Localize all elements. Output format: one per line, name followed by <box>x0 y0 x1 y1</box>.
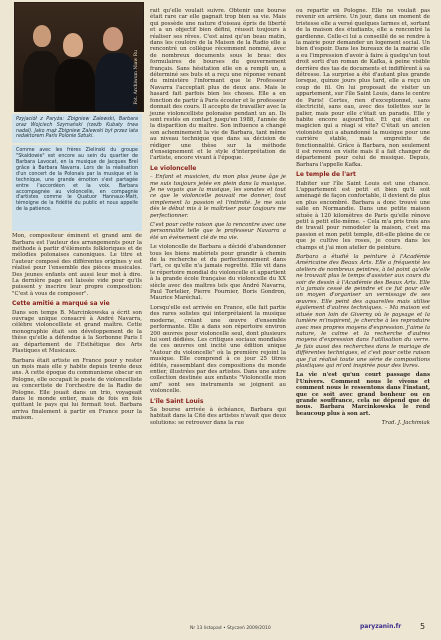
brand-logo: paryzanin.fr <box>360 623 402 630</box>
quote-paragraph: – Enfant et musicien, du mon plus jeune âge je me suis toujours jetée en plein dans la musique. Je ne voyais que la musique, les sonates et tout ce que le violoncelle pouvait me donner, tout simplement la passion et l'intimité. Je me suis dès le début mis à le maîtriser pour toujours me perfectionner. <box>150 174 286 219</box>
section-heading: L'île Saint Louis <box>150 397 204 405</box>
translator-credit: Trad. J. Jachimiak <box>381 420 430 427</box>
paragraph: Barbara était artiste en France pour y rester un mois mais elle y habite depuis trente deux ans. À cette époque du communisme obscur en Pologne, elle occupait le poste de violoncelliste au concertiste de l'orchestre de la Radio de Pologne. Elle jouait dans un trio, voyageait dans le monde entier, mais de fois en fois quittant le pays qui lui fermait tout. Barbara arriva finalement à partir en France pour la maison. <box>12 357 142 422</box>
quote-paragraph: C'est pour cette raison que la rencontre avec une personnalité telle que le professeur Navarra a été un événement clé de ma vie. <box>150 222 286 241</box>
paragraph: Dans son temps B. Marcinkowska a écrit son ouvrage unique consacré à André Navarra, célèbre violoncelliste et grand maître. Cette monographie était son développement de la thèse qu'elle a défendue à la Sorbonne Paris I au département de l'Esthétique des Arts Plastiques et Musicaux. <box>12 309 142 355</box>
person-right-body <box>95 53 137 111</box>
issue-footer: Nr 13 listopad • Styczeń 2009/2010 <box>190 626 271 631</box>
page-number: 5 <box>420 622 426 631</box>
section-heading: Le violoncelle <box>150 164 197 172</box>
quote-paragraph: Barbara a étudié la peinture à l'Académie Américaine des Beaux Arts. Elle a fréquenté les ateliers de nombreux peintres, à tel point qu'elle ne trouvait plus le temps d'assister aux cours du soir de dessin à l'Académie des Beaux Arts. Elle n'a jamais cessé de peindre et ce fut pour elle un moyen d'organiser un vernissage de ses œuvres. Elle peint des aquarelles mais utilise également d'autres techniques. – Ma maison est située non loin de Giverny où le paysage et la lumière m'inspirent, je cherche à les reproduire avec mes propres moyens d'expression. J'aime la nature, le calme et la recherche d'autres moyens d'expression dans l'utilisation du verre. Je fais aussi des recherches dans le mariage de différentes techniques, et c'est pour cette raison que j'ai réalisé toute une série de compositions plastiques qui m'ont inspirée pour des livres. <box>296 254 430 369</box>
person-center-body <box>55 59 95 111</box>
paragraph: rait qu'elle voulait suivre. Obtenir une bourse était rare car elle gagnait trop bien sa vie. Mais qui possède une nature d'oiseau épris de liberté et a un objectif bien défini, réussit toujours à réaliser ses rêves. C'est ainsi qu'un beau matin, dans les couloirs de la Maison de la Radio elle a rencontré un collègue récemment nommé, avec de nombreux documents sous le bras: des formulaires de bourses du gouvernement français. Sans hésitation elle en a rempli un, a déterminé ses buts et a reçu une réponse venant du ministère l'informant que le Professeur Navarra l'acceptait plus de deux ans. Mais le hasard fait parfois bien les choses. Elle a en fonction de partir à Paris écouter et le professeur donnait des cours. Il accepte de travailler avec la jeune violoncelliste polonaise pendant un an. Ils sont restés en contact jusqu'en 1988, l'année de la disparition du maître. Son influence a changé son acheminement la vie de Barbara, tant même au niveau technique que dans sa décision de rédiger une thèse sur la méthode d'enseignement et le style d'interprétation de l'artiste, encore vivant à l'époque. <box>150 8 286 162</box>
paragraph: Mon, compositeur éminent et grand ami de Barbara est l'auteur des arrangements pour la méthode à partir d'éléments folkloriques et de mélodies polonaises canoniques. Le titre et l'auteur composé des différentes origines y est réalisé pour l'ensemble des pièces musicales. Des jeunes enfants ont aussi leur mot à dire. La dernière page est laissée vide pour qu'ils puissent y inscrire leur propre composition: "C'est à vous de composer". <box>12 233 142 297</box>
paragraph: Sa bourse arrivée à échéance, Barbara qui habitait dans la Cité des artistes n'avait que deux solutions: se retrouver dans la rue <box>150 406 286 426</box>
photo-caption-french: Comme avec les frères Zielinski du groupe "Skaldowie" est encore au sein du quartier de Barbara Lavocat, en la musique de Jacques Brel grâce à Barbara Navarra. Lors de la réalisation d'un concert de la Polonais par la musique et la technique, une grande émotion s'est partagée entre l'accordéon et la voix. Barbara accompagnée au violoncelle, en compagnie d'artistes comme le Quatuor Hannaux-Matt, témoigne de la fidélité du public et nous appelle de la patience. <box>12 145 142 231</box>
paragraph: ou repartir en Pologne. Elle ne voulait pas revenir en arrière. Un jour, dans un moment de tristesse elle a versé quelques larmes et, sortant de la maison des étudiants, elle a rencontré la gardienne. Celle-ci lui a conseillé de se rendre à la mairie pour demander un logement social. Un bien d'espoir. Dans les bureaux de la mairie elle a eu l'impression d'avoir à faire à quelqu'un tout droit sorti d'un roman de Kafka, à peine visible derrière des tas de documents et indifférent à sa détresse. La surprise a été d'autant plus grande lorsque, quinze jours plus tard, elle a reçu un coup de fil. On lui proposait de visiter un appartement, sur l'île Saint Louis, dans le centre de Paris! Certes, rien d'exceptionnel, sans électricité, sans eau, avec des toilettes sur le palier, mais pour elle c'était un paradis. Elle y habite encore aujourd'hui. Et qui était ce magicien qui a réagi si vite? C'était un ancien violoniste qui a abandonné la musique pour une carrière stable, mais empreinte de fonctionnalité. Grâce à Barbara, non seulement il est revenu en visite mais il a fait changer de département pour celui de musique. Depuis, Barbara l'appelle Kafka. <box>296 8 430 168</box>
person-left-face <box>33 25 51 47</box>
section-heading: Cette amitié a marqué sa vie <box>12 300 110 308</box>
closing-paragraph: La vie n'est qu'un court passage dans l'Univers. Comment nous le vivons et comment nous le ressentons dans l'instant, que ce soit avec grand bonheur ou en grande souffrance, cela ne dépend que de nous. Barbara Marcinkowska le rend beaucoup plus à son art. <box>296 372 430 417</box>
column-2 <box>150 8 286 429</box>
photo-caption-polish: Pzyjaciół z Paryża: Zbigniew Zalewski, Barbara oraz Wojciech Szymański (rzeźb Kubaty trwa nadal). Jako mąż Zbigniew Zalewski był przez lata redaktorem Paris Polonie Sztuki. <box>12 114 142 143</box>
section-heading: Le temple de l'art <box>296 171 356 179</box>
paragraph: Lorsqu'elle est arrivée en France, elle fait partie des rares solistes qui interprétaient la musique moderne, créant une œuvre d'ensemble performante. Elle a dans son répertoire environ 200 œuvres pour violoncelle seul, dont plusieurs lui sont dédiées. Les critiques sociaux mondiales de ces œuvres ont incité une édition unique "Autour du violoncelle" où la première rejoint la musique. Elle comprend à ce jour 25 titres édités, rassemblant des compositions du monde entier, illustrées par des artistes. Dans une autre collection destinée aux enfants "Violoncelle mon ami" sont ses instruments se joignent au violoncelle. <box>150 304 286 395</box>
person-center-face <box>63 33 83 57</box>
person-right-face <box>103 27 123 51</box>
paragraph: Habiter sur l'île Saint Louis est une chance. L'appartement est petit et bien qu'il soit aménagé de façon confortable, il devient de plus en plus encombré. Barbara a donc trouvé une salle en Normandie. Dans une petite maison située à 120 kilomètres de Paris qu'elle rénove petit à petit elle-même. – Cela m'a pris trois ans de travail pour remodeler la maison, c'est ma passion et mon petit temple, dit-elle pleine de ce que je cultive les roses, je cours dans les champs et j'ai mon atelier de peinture. <box>296 180 430 251</box>
column-1 <box>12 0 142 425</box>
photo-credit: Fot. Archiwum Niaw Ru <box>133 50 139 105</box>
group-photo <box>14 2 144 112</box>
paragraph: Le violoncelle de Barbara a décidé d'abandonner tous les biens matériels pour grandir à chemin de la recherche et du perfectionnement dans l'art, ce qu'elle n'a jamais regretté. Elle vit dans le répertoire mondial du violoncelle et appartient à la grande école française du violoncelle du XX siècle avec des maîtres tels que André Navarra, Paul Tortelier, Pierre Fournier, Boris Gondron, Maurice Maréchal. <box>150 244 286 302</box>
column-3 <box>296 8 430 430</box>
